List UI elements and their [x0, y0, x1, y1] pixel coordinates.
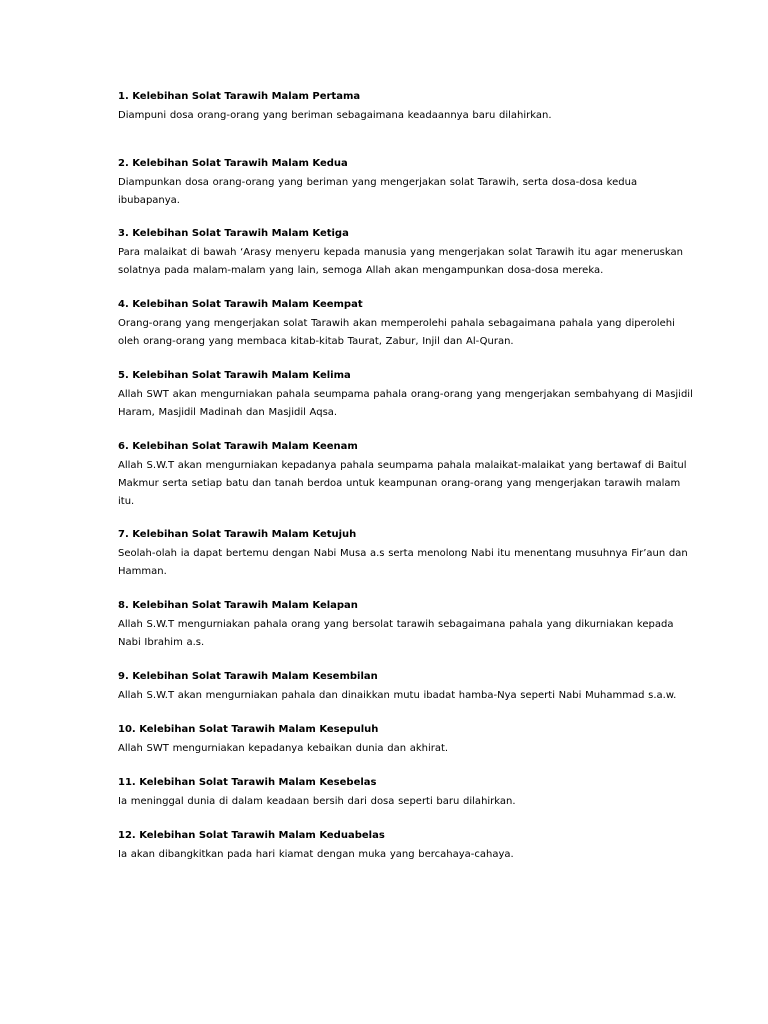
entry-body: [118, 740, 448, 758]
entry-body: [118, 174, 637, 210]
entry-heading: 5. Kelebihan Solat Tarawih Malam Kelima: [118, 370, 351, 381]
entry-11: [118, 777, 516, 811]
entry-heading: 10. Kelebihan Solat Tarawih Malam Kesepuluh: [118, 724, 379, 735]
entry-9: [118, 671, 676, 705]
entry-body: [118, 616, 673, 652]
entry-5: [118, 370, 693, 422]
entry-12: [118, 830, 514, 864]
entry-body: [118, 107, 552, 125]
entry-body: [118, 687, 676, 705]
entry-body-line: Allah S.W.T mengurniakan pahala orang yang bersolat tarawih sebagaimana pahala yang dikurniakan kepada: [118, 619, 674, 630]
entry-body: [118, 545, 688, 581]
entry-3: [118, 228, 683, 280]
entry-body-line: solatnya pada malam-malam yang lain, semoga Allah akan mengampunkan dosa-dosa mereka.: [118, 265, 604, 276]
entry-body-line: Orang-orang yang mengerjakan solat Tarawih akan memperolehi pahala sebagaimana pahala yang diperolehi: [118, 318, 675, 329]
entry-1: [118, 91, 552, 125]
entry-body-line: Diampunkan dosa orang-orang yang beriman yang mengerjakan solat Tarawih, serta dosa-dosa kedua: [118, 177, 638, 188]
entry-body-line: Ia meninggal dunia di dalam keadaan bersih dari dosa seperti baru dilahirkan.: [118, 796, 516, 807]
entry-7: [118, 529, 688, 581]
entry-heading: 7. Kelebihan Solat Tarawih Malam Ketujuh: [118, 529, 357, 540]
entry-body-line: ibubapanya.: [118, 195, 180, 206]
entry-body: [118, 386, 693, 422]
entry-body-line: Allah SWT mengurniakan kepadanya kebaikan dunia dan akhirat.: [118, 743, 449, 754]
entry-body-line: Makmur serta setiap batu dan tanah berdoa untuk keampunan orang-orang yang mengerjakan tarawih malam: [118, 478, 681, 489]
entry-8: [118, 600, 673, 652]
entry-2: [118, 158, 637, 210]
entry-10: [118, 724, 448, 758]
entry-heading: 9. Kelebihan Solat Tarawih Malam Kesembilan: [118, 671, 378, 682]
entry-heading: 12. Kelebihan Solat Tarawih Malam Keduabelas: [118, 830, 385, 841]
entry-heading: 3. Kelebihan Solat Tarawih Malam Ketiga: [118, 228, 349, 239]
entry-4: [118, 299, 675, 351]
entry-body: [118, 457, 687, 511]
entry-heading: 2. Kelebihan Solat Tarawih Malam Kedua: [118, 158, 348, 169]
entry-heading: 4. Kelebihan Solat Tarawih Malam Keempat: [118, 299, 363, 310]
entry-body: [118, 793, 516, 811]
entry-body: [118, 846, 514, 864]
entry-heading: 11. Kelebihan Solat Tarawih Malam Kesebelas: [118, 777, 377, 788]
entry-heading: 1. Kelebihan Solat Tarawih Malam Pertama: [118, 91, 361, 102]
entry-body: [118, 315, 675, 351]
entry-body-line: Allah S.W.T akan mengurniakan pahala dan dinaikkan mutu ibadat hamba-Nya seperti Nabi Muhammad s.a.w.: [118, 690, 677, 701]
entry-heading: 6. Kelebihan Solat Tarawih Malam Keenam: [118, 441, 358, 452]
entry-body-line: Seolah-olah ia dapat bertemu dengan Nabi Musa a.s serta menolong Nabi itu menentang musuhnya Fir’aun dan: [118, 548, 688, 559]
entry-body-line: Allah SWT akan mengurniakan pahala seumpama pahala orang-orang yang mengerjakan sembahyang di Masjidil: [118, 389, 693, 400]
entry-body-line: itu.: [118, 496, 135, 507]
entry-body-line: Ia akan dibangkitkan pada hari kiamat dengan muka yang bercahaya-cahaya.: [118, 849, 514, 860]
entry-body-line: oleh orang-orang yang membaca kitab-kitab Taurat, Zabur, Injil dan Al-Quran.: [118, 336, 514, 347]
entry-body-line: Haram, Masjidil Madinah dan Masjidil Aqsa.: [118, 407, 338, 418]
entry-body-line: Hamman.: [118, 566, 167, 577]
entry-6: [118, 441, 687, 511]
entry-body-line: Para malaikat di bawah ‘Arasy menyeru kepada manusia yang mengerjakan solat Tarawih itu agar meneruskan: [118, 247, 683, 258]
entry-heading: 8. Kelebihan Solat Tarawih Malam Kelapan: [118, 600, 358, 611]
entry-body-line: Nabi Ibrahim a.s.: [118, 637, 205, 648]
entry-body: [118, 244, 683, 280]
entry-body-line: Diampuni dosa orang-orang yang beriman sebagaimana keadaannya baru dilahirkan.: [118, 110, 552, 121]
entry-body-line: Allah S.W.T akan mengurniakan kepadanya pahala seumpama pahala malaikat-malaikat yang bertawaf di Baitul: [118, 460, 687, 471]
